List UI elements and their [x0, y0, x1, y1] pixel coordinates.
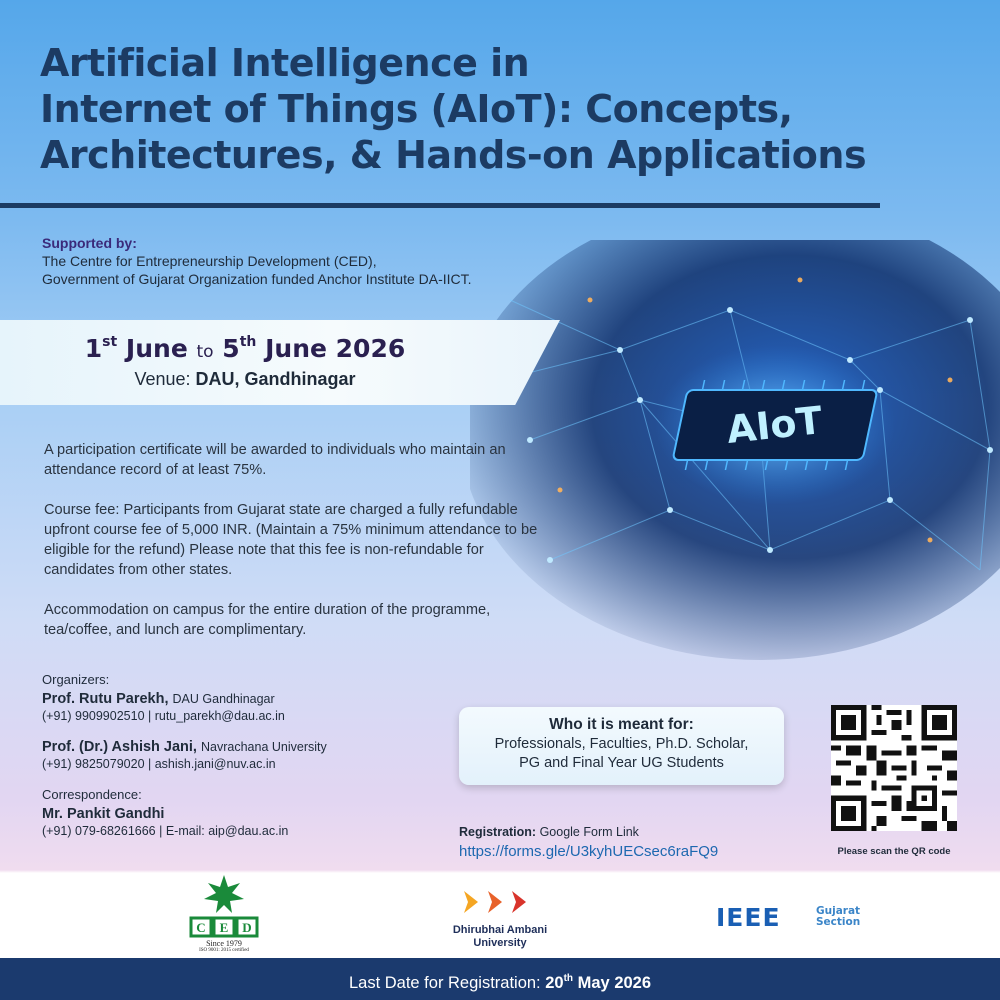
deadline-text: Last Date for Registration:	[348, 974, 546, 992]
audience-card	[459, 707, 784, 785]
ieee-wordmark: IEEE	[716, 903, 781, 932]
ced-since: Since 1979	[206, 939, 242, 948]
ieee-section	[816, 906, 860, 928]
audience-line-1: Professionals, Faculties, Ph.D. Scholar,	[494, 736, 749, 752]
accommodation-note: Accommodation on campus for the entire duration of the programme, tea/coffee, and lunch are complimentary.	[44, 602, 491, 638]
dau-name-line-1: Dhirubhai Ambani	[452, 924, 548, 936]
venue	[0, 369, 490, 390]
title-line-1: Artificial Intelligence in	[40, 41, 530, 85]
end-month-year: June 2026	[265, 334, 406, 363]
start-suffix: st	[102, 334, 118, 350]
correspondence-contact: (+91) 079-68261666 | E-mail: aip@dau.ac.in	[42, 824, 289, 838]
organizer-2-contact: (+91) 9825079020 | ashish.jani@nuv.ac.in	[42, 757, 276, 771]
organizer-2-affiliation: Navrachana University	[201, 740, 327, 754]
organizer-1	[42, 691, 442, 707]
course-fee-note: Course fee: Participants from Gujarat state are charged a fully refundable upfront course fee of 5,000 INR. (Maintain a 75% minimum attendance to be eligible for the refund) Please note that this fee is non-refundable for candidates from other states.	[44, 502, 538, 578]
registration-qr-code[interactable]	[831, 705, 957, 831]
end-day: 5	[222, 334, 240, 363]
start-day: 1	[84, 334, 103, 363]
audience-heading: Who it is meant for:	[549, 716, 694, 733]
deadline-month-year: May 2026	[577, 974, 652, 992]
supported-by-line-1: The Centre for Entrepreneurship Development (CED),	[42, 253, 377, 269]
date-to: to	[196, 342, 214, 362]
correspondence-name: Mr. Pankit Gandhi	[42, 806, 165, 822]
organizer-1-affiliation: DAU Gandhinagar	[172, 692, 275, 706]
certificate-note: A participation certificate will be awarded to individuals who maintain an attendance record of at least 75%.	[44, 442, 506, 478]
svg-text:E: E	[219, 920, 229, 935]
organizer-2	[42, 739, 442, 755]
supported-by-heading: Supported by:	[42, 235, 137, 251]
organizer-1-name: Prof. Rutu Parekh,	[42, 691, 169, 707]
registration-deadline-bar	[0, 958, 1000, 1000]
program-details	[44, 440, 544, 660]
ced-logo	[188, 873, 260, 958]
dau-name-line-2: University	[473, 937, 527, 949]
registration-link[interactable]: https://forms.gle/U3kyhUECsec6raFQ9	[459, 843, 719, 860]
title-line-3: Architectures, & Hands-on Applications	[40, 133, 867, 177]
dau-name	[430, 924, 570, 950]
event-dates	[0, 334, 490, 363]
registration-label-line	[459, 825, 819, 839]
deadline-day: 20	[545, 974, 564, 992]
organizer-1-contact: (+91) 9909902510 | rutu_parekh@dau.ac.in	[42, 709, 285, 723]
audience-line-2: PG and Final Year UG Students	[519, 755, 724, 771]
ced-emblem-icon	[188, 873, 260, 939]
dau-arrows-icon	[460, 887, 540, 917]
deadline-suffix: th	[563, 973, 574, 984]
aiot-chip-illustration	[470, 240, 1000, 660]
svg-text:D: D	[242, 920, 252, 935]
ieee-section-line-1: Gujarat	[816, 905, 861, 917]
supported-by-block	[42, 234, 642, 288]
organizers-block	[42, 672, 442, 854]
ieee-gujarat-logo	[716, 903, 861, 932]
supported-by-line-2: Government of Gujarat Organization funded Anchor Institute DA-IICT.	[42, 271, 472, 287]
page-title	[40, 40, 940, 178]
registration-label: Registration:	[459, 825, 537, 839]
organizer-2-name: Prof. (Dr.) Ashish Jani,	[42, 739, 197, 755]
registration-block	[459, 825, 819, 860]
svg-text:C: C	[196, 920, 206, 935]
dau-logo	[430, 883, 570, 953]
title-line-2: Internet of Things (AIoT): Concepts,	[40, 87, 793, 131]
title-divider	[0, 203, 880, 208]
correspondence-label: Correspondence:	[42, 787, 142, 802]
venue-name: DAU, Gandhinagar	[195, 369, 356, 389]
venue-label: Venue:	[134, 369, 191, 389]
start-month: June	[125, 334, 188, 363]
ieee-section-line-2: Section	[816, 916, 861, 928]
partner-logos-bar	[0, 873, 1000, 958]
ced-iso: ISO 9001: 2015 certified	[199, 948, 249, 953]
qr-caption: Please scan the QR code	[837, 846, 951, 857]
organizers-label: Organizers:	[42, 672, 110, 687]
end-suffix: th	[239, 334, 257, 350]
registration-method: Google Form Link	[539, 825, 639, 839]
chip-label: AIoT	[724, 398, 825, 452]
